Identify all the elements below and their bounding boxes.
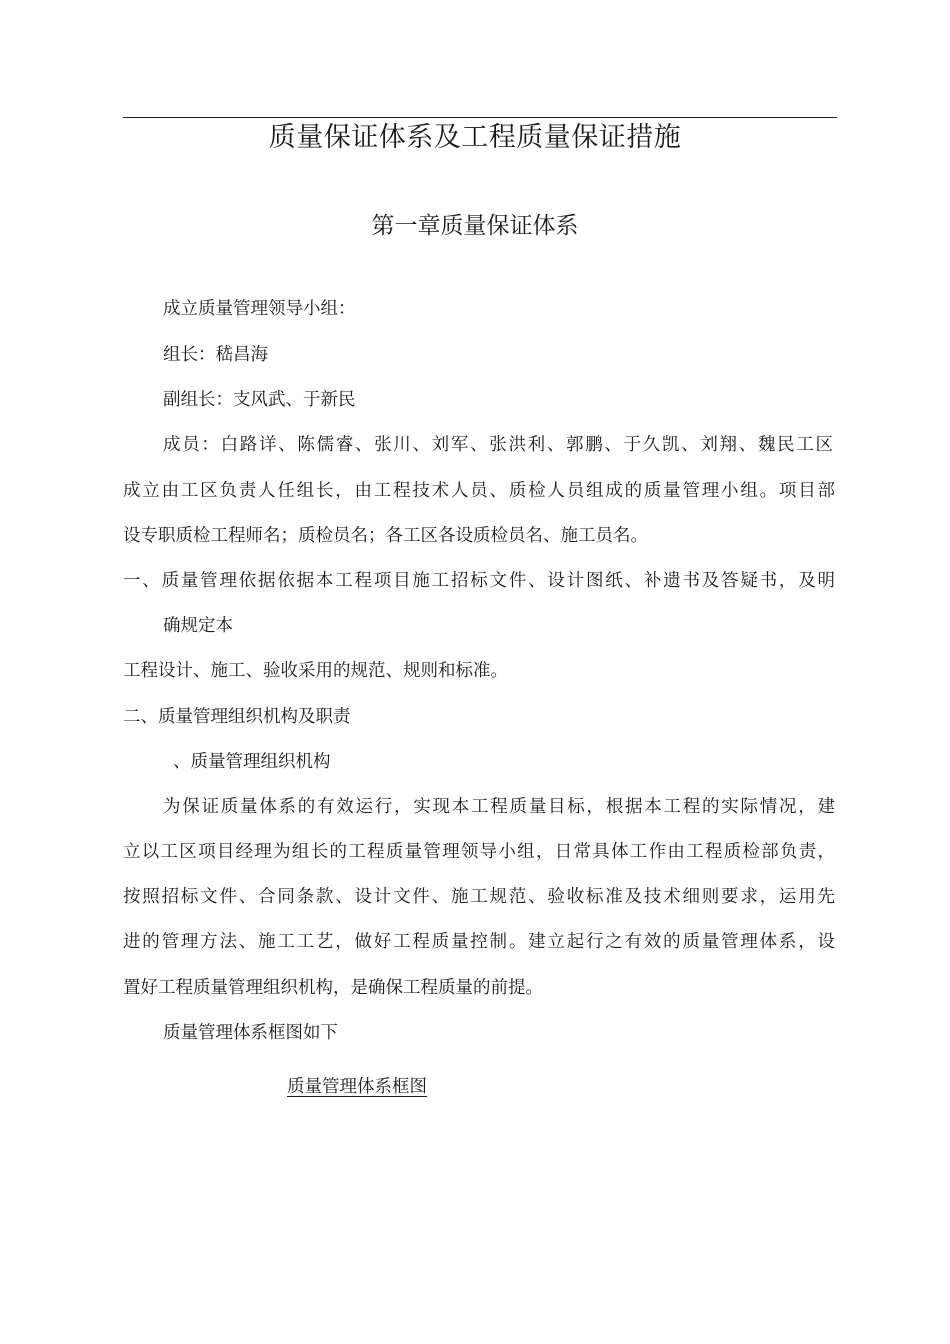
body-line: 置好工程质量管理组织机构，是确保工程质量的前提。 [123, 978, 543, 998]
body-line: 质量管理体系框图如下 [163, 1023, 338, 1043]
document-title: 质量保证体系及工程质量保证措施 [268, 122, 682, 153]
diagram-caption: 质量管理体系框图 [287, 1077, 427, 1097]
body-line: 为保证质量体系的有效运行，实现本工程质量目标，根据本工程的实际情况，建 [163, 797, 835, 817]
body-line: 组长：嵇昌海 [163, 345, 268, 365]
body-line: 设专职质检工程师名；质检员名；各工区各设质检员名、施工员名。 [123, 526, 648, 546]
body-line: 成立质量管理领导小组： [163, 299, 356, 319]
body-line: 确规定本 [163, 616, 233, 636]
body-line: 立以工区项目经理为组长的工程质量管理领导小组，日常具体工作由工程质检部负责， [123, 842, 835, 862]
body-line: 一、质量管理依据依据本工程项目施工招标文件、设计图纸、补遗书及答疑书，及明 [123, 571, 835, 591]
body-line: 工程设计、施工、验收采用的规范、规则和标准。 [123, 661, 508, 681]
body-line: 进的管理方法、施工工艺，做好工程质量控制。建立起行之有效的质量管理体系，设 [123, 932, 835, 952]
chapter-title: 第一章质量保证体系 [371, 213, 579, 239]
body-line: 成立由工区负责人任组长，由工程技术人员、质检人员组成的质量管理小组。项目部 [123, 481, 835, 501]
body-line: 副组长：支风武、于新民 [163, 390, 356, 410]
body-line: 按照招标文件、合同条款、设计文件、施工规范、验收标准及技术细则要求，运用先 [123, 887, 835, 907]
body-line: 成员：白路详、陈儒睿、张川、刘军、张洪利、郭鹏、于久凯、刘翔、魏民工区 [163, 435, 833, 455]
section-heading: 二、质量管理组织机构及职责 [123, 707, 351, 727]
subsection-heading: 、质量管理组织机构 [173, 752, 331, 772]
